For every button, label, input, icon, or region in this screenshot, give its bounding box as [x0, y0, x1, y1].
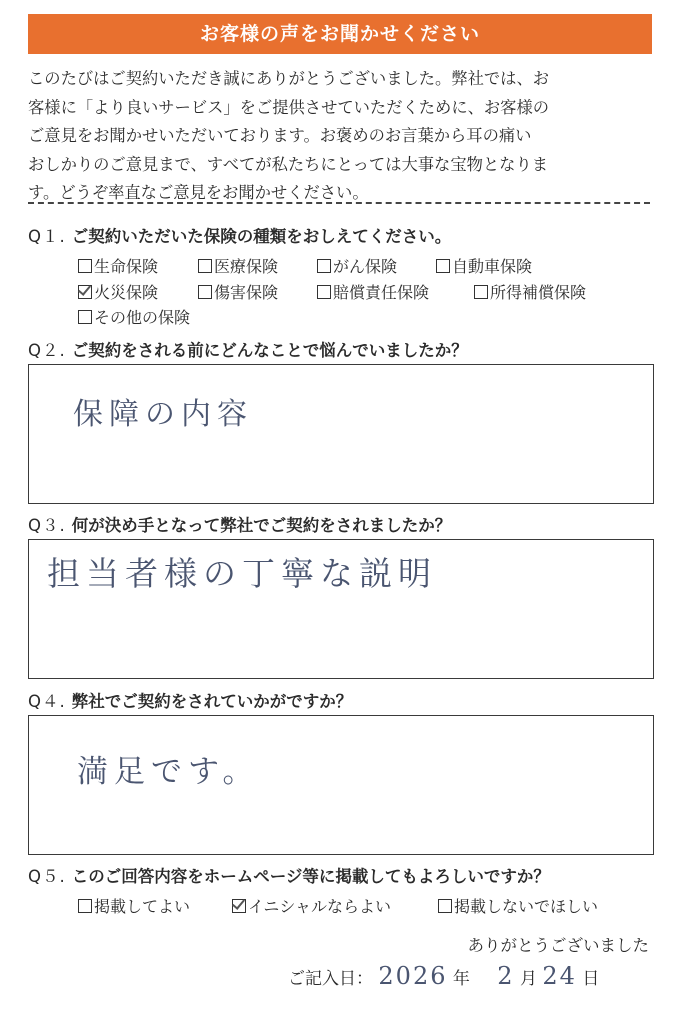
- checkbox[interactable]: [78, 899, 92, 913]
- question-text: 何が決め手となって弊社でご契約をされましたか？: [71, 516, 452, 535]
- option-label: 掲載してよい: [94, 897, 191, 916]
- option-label: 生命保険: [94, 257, 159, 276]
- question-1: [28, 223, 451, 247]
- q1-option-fire[interactable]: [78, 280, 158, 303]
- checkbox-checked[interactable]: [232, 899, 246, 913]
- q1-option-cancer[interactable]: [317, 254, 397, 277]
- question-3: [28, 512, 451, 536]
- section-divider: [28, 202, 650, 204]
- option-label: その他の保険: [94, 308, 191, 327]
- checkbox[interactable]: [317, 285, 331, 299]
- survey-title: お客様の声をお聞かせください: [199, 23, 480, 45]
- date-month[interactable]: 2: [497, 962, 515, 990]
- question-text: ご契約をされる前にどんなことで悩んでいましたか？: [71, 341, 468, 360]
- question-number: Q１.: [28, 227, 66, 246]
- checkbox[interactable]: [438, 899, 452, 913]
- date-label: ご記入日：: [288, 969, 373, 989]
- question-text: ご契約いただいた保険の種類をおしえてください。: [71, 227, 452, 246]
- q1-option-income[interactable]: [474, 280, 586, 303]
- question-text: 弊社でご契約をされていかがですか？: [71, 692, 353, 711]
- entry-date: [288, 962, 599, 990]
- q1-option-other[interactable]: [78, 305, 190, 328]
- q5-option-publish[interactable]: [78, 894, 190, 917]
- question-number: Q２.: [28, 341, 66, 360]
- checkbox[interactable]: [317, 259, 331, 273]
- question-5: [28, 863, 550, 887]
- intro-line: ご意見をお聞かせいただいております。お褒めのお言葉から耳の痛い: [28, 126, 532, 145]
- month-unit: 月: [519, 969, 537, 989]
- question-text: このご回答内容をホームページ等に掲載してもよろしいですか？: [71, 867, 550, 886]
- option-label: 傷害保険: [214, 283, 279, 302]
- option-label: がん保険: [333, 257, 398, 276]
- intro-line: このたびはご契約いただき誠にありがとうございました。弊社では、お: [28, 69, 550, 88]
- year-unit: 年: [452, 969, 470, 989]
- question-number: Q４.: [28, 692, 66, 711]
- q5-option-no-publish[interactable]: [438, 894, 598, 917]
- q1-option-auto[interactable]: [436, 254, 532, 277]
- q3-handwritten-answer: 担当者様の丁寧な説明: [47, 554, 437, 593]
- question-number: Q５.: [28, 867, 66, 886]
- question-number: Q３.: [28, 516, 66, 535]
- date-year[interactable]: 2026: [378, 962, 448, 990]
- thank-you-text: ありがとうございました: [467, 936, 649, 955]
- survey-title-banner: [28, 14, 652, 54]
- question-2: [28, 337, 468, 361]
- checkbox[interactable]: [474, 285, 488, 299]
- q2-handwritten-answer: 保障の内容: [73, 397, 253, 432]
- checkbox[interactable]: [436, 259, 450, 273]
- option-label: イニシャルならよい: [248, 897, 392, 916]
- q2-answer-box[interactable]: [28, 364, 654, 504]
- day-unit: 日: [582, 969, 600, 989]
- intro-text: [28, 65, 654, 208]
- q4-handwritten-answer: 満足です。: [77, 754, 260, 790]
- intro-line: す。どうぞ率直なご意見をお聞かせください。: [28, 183, 369, 202]
- date-day[interactable]: 24: [542, 962, 577, 990]
- checkbox[interactable]: [198, 285, 212, 299]
- question-4: [28, 688, 352, 712]
- checkbox-checked[interactable]: [78, 285, 92, 299]
- q4-answer-box[interactable]: [28, 715, 654, 855]
- option-label: 自動車保険: [452, 257, 533, 276]
- q1-option-life[interactable]: [78, 254, 158, 277]
- option-label: 医療保険: [214, 257, 279, 276]
- q5-option-initials[interactable]: [232, 894, 391, 917]
- q1-option-injury[interactable]: [198, 280, 278, 303]
- checkbox[interactable]: [78, 259, 92, 273]
- q1-option-medical[interactable]: [198, 254, 278, 277]
- intro-line: 客様に「より良いサービス」をご提供させていただくために、お客様の: [28, 97, 550, 117]
- intro-line: おしかりのご意見まで、すべてが私たちにとっては大事な宝物となりま: [28, 154, 549, 174]
- option-label: 賠償責任保険: [333, 283, 430, 302]
- option-label: 掲載しないでほしい: [454, 897, 599, 916]
- option-label: 火災保険: [94, 283, 159, 302]
- checkbox[interactable]: [78, 310, 92, 324]
- option-label: 所得補償保険: [490, 283, 587, 302]
- checkbox[interactable]: [198, 259, 212, 273]
- q3-answer-box[interactable]: [28, 539, 654, 679]
- q1-option-liability[interactable]: [317, 280, 429, 303]
